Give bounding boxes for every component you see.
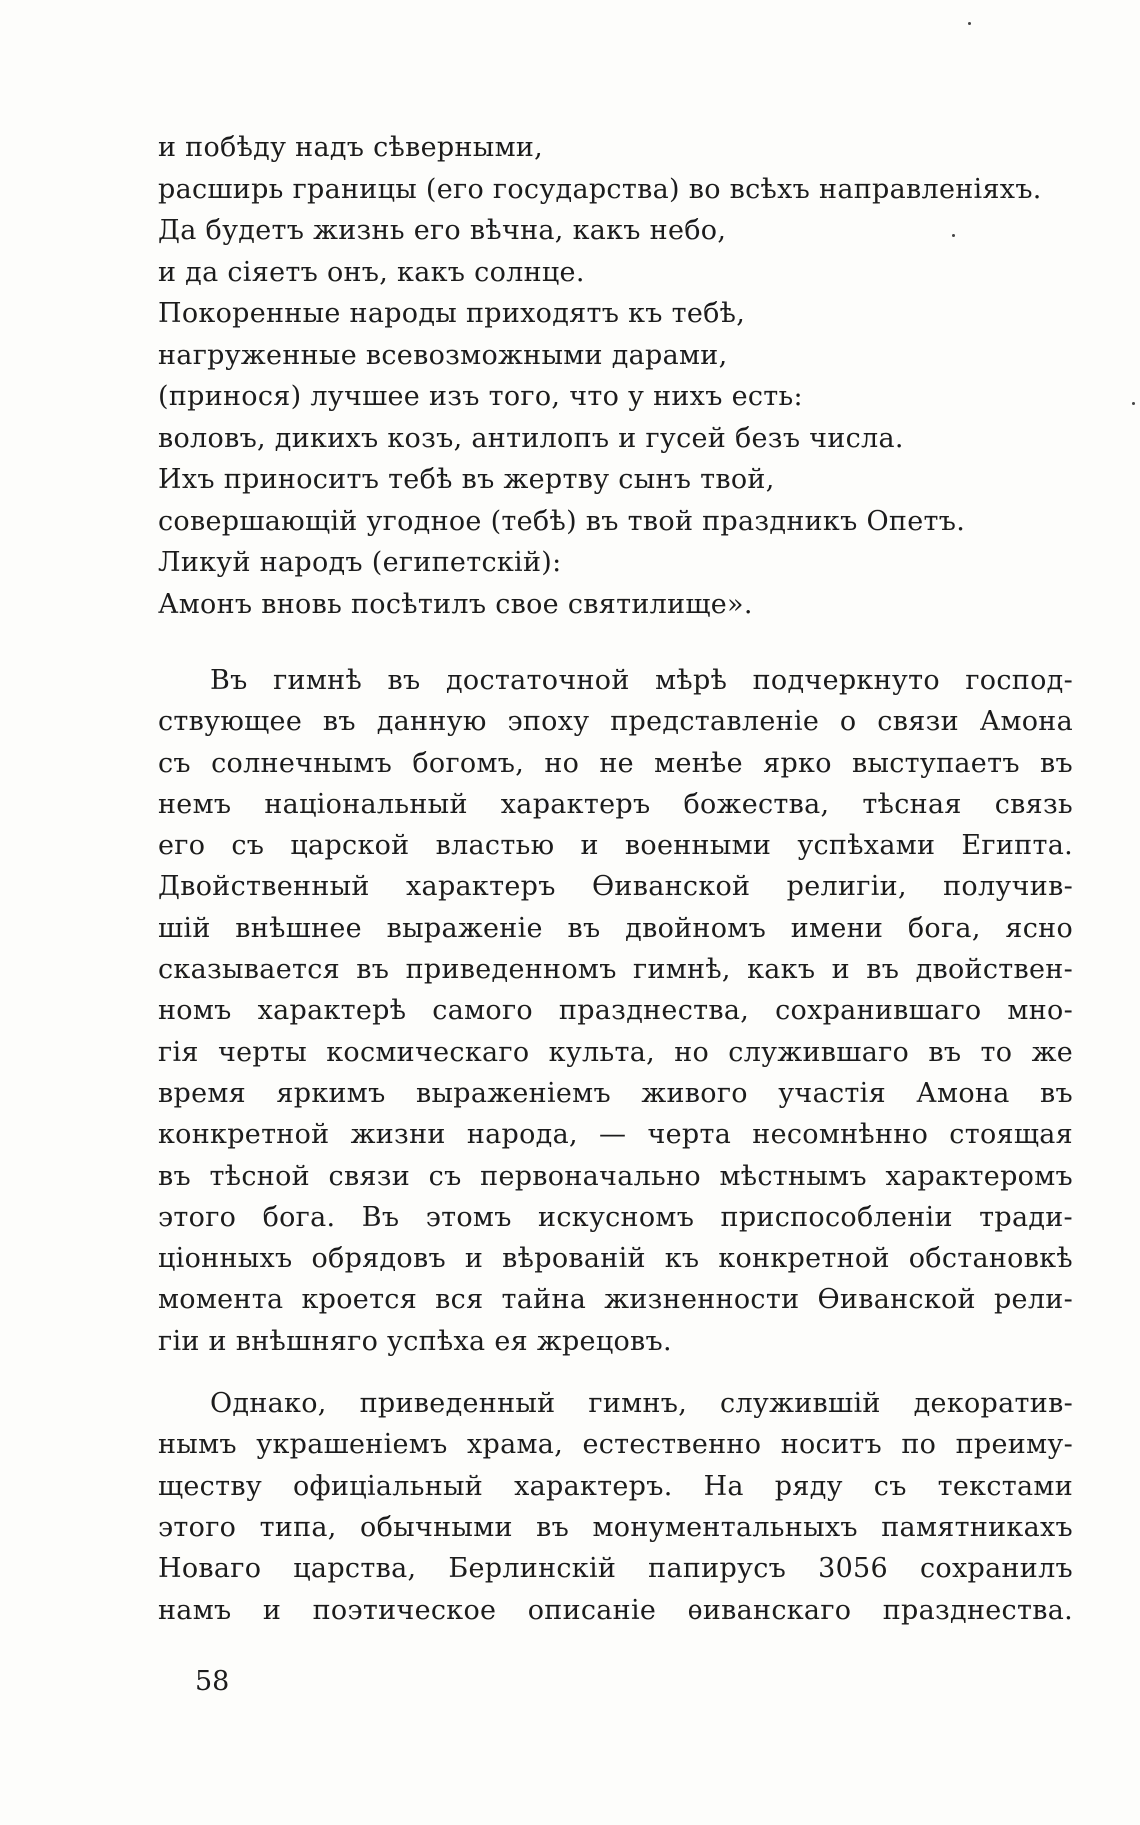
poem-line: воловъ, дикихъ козъ, антилопъ и гусей безъ числа. (158, 422, 904, 454)
paragraph-line: ціонныхъ обрядовъ и вѣрованій къ конкретной обстановкѣ (158, 1243, 1073, 1275)
paragraph-line: намъ и поэтическое описаніе ѳиванскаго празднества. (158, 1594, 1073, 1626)
paragraph-line: нымъ украшеніемъ храма, естественно носитъ по преиму- (158, 1429, 1073, 1461)
paragraph-line: гія черты космическаго культа, но служившаго въ то же (158, 1036, 1073, 1068)
poem-line: Амонъ вновь посѣтилъ свое святилище». (158, 588, 753, 620)
paragraph-line: момента кроется вся тайна жизненности Ѳиванской рели- (158, 1284, 1073, 1316)
poem-line: совершающій угодное (тебѣ) въ твой праздникъ Опетъ. (158, 505, 966, 537)
paragraph-line: конкретной жизни народа, — черта несомнѣнно стоящая (158, 1119, 1073, 1151)
paragraph-line: Двойственный характеръ Ѳиванской религіи, получив- (158, 871, 1073, 903)
paragraph-line: время яркимъ выраженіемъ живого участія Амона въ (158, 1077, 1073, 1109)
paragraph-line: этого типа, обычными въ монументальныхъ памятникахъ (158, 1511, 1073, 1543)
paragraph-line: Новаго царства, Берлинскій папирусъ 3056 сохранилъ (158, 1553, 1073, 1585)
page-number: 58 (195, 1666, 230, 1697)
poem-line: и побѣду надъ сѣверными, (158, 132, 544, 163)
print-speck (1132, 402, 1135, 405)
poem-line: расширь границы (его государства) во всѣхъ направленіяхъ. (158, 173, 1042, 205)
paragraph-line: шій внѣшнее выраженіе въ двойномъ имени бога, ясно (158, 912, 1073, 944)
hymn-quotation (158, 127, 1073, 625)
paragraph-line: Однако, приведенный гимнъ, служившій декоратив- (210, 1388, 1073, 1420)
paragraph-2 (158, 1383, 1073, 1631)
paragraph-spacer (158, 1362, 1073, 1383)
paragraph-line: немъ національный характеръ божества, тѣсная связь (158, 788, 1073, 820)
poem-line: Ликуй народъ (египетскій): (158, 547, 562, 578)
paragraph-line: гіи и внѣшняго успѣха ея жрецовъ. (158, 1325, 672, 1357)
poem-line: Покоренные народы приходятъ къ тебѣ, (158, 298, 746, 329)
poem-line: нагруженные всевозможными дарами, (158, 339, 728, 371)
paragraph-line: въ тѣсной связи съ первоначально мѣстнымъ характеромъ (158, 1160, 1073, 1192)
paragraph-line: ществу офиціальный характеръ. На ряду съ текстами (158, 1470, 1073, 1502)
paragraph-line: этого бога. Въ этомъ искусномъ приспособленіи тради- (158, 1201, 1073, 1233)
paragraph-line: Въ гимнѣ въ достаточной мѣрѣ подчеркнуто господ- (210, 665, 1073, 696)
paragraph-line: съ солнечнымъ богомъ, но не менѣе ярко выступаетъ въ (158, 747, 1073, 779)
poem-line: Да будетъ жизнь его вѣчна, какъ небо, (158, 215, 727, 246)
paragraph-line: сказывается въ приведенномъ гимнѣ, какъ и въ двойствен- (158, 954, 1073, 986)
paragraph-line: номъ характерѣ самого празднества, сохранившаго мно- (158, 995, 1073, 1027)
poem-line: (принося) лучшее изъ того, что у нихъ есть: (158, 381, 803, 412)
body-text (158, 660, 1073, 1631)
poem-line: и да сіяетъ онъ, какъ солнце. (158, 256, 585, 288)
print-speck (952, 234, 955, 237)
paragraph-line: его съ царской властью и военными успѣхами Египта. (158, 830, 1073, 862)
poem-line: Ихъ приноситъ тебѣ въ жертву сынъ твой, (158, 464, 775, 495)
paragraph-line: ствующее въ данную эпоху представленіе о связи Амона (158, 706, 1073, 738)
paragraph-1 (158, 660, 1073, 1362)
print-speck (968, 22, 971, 25)
